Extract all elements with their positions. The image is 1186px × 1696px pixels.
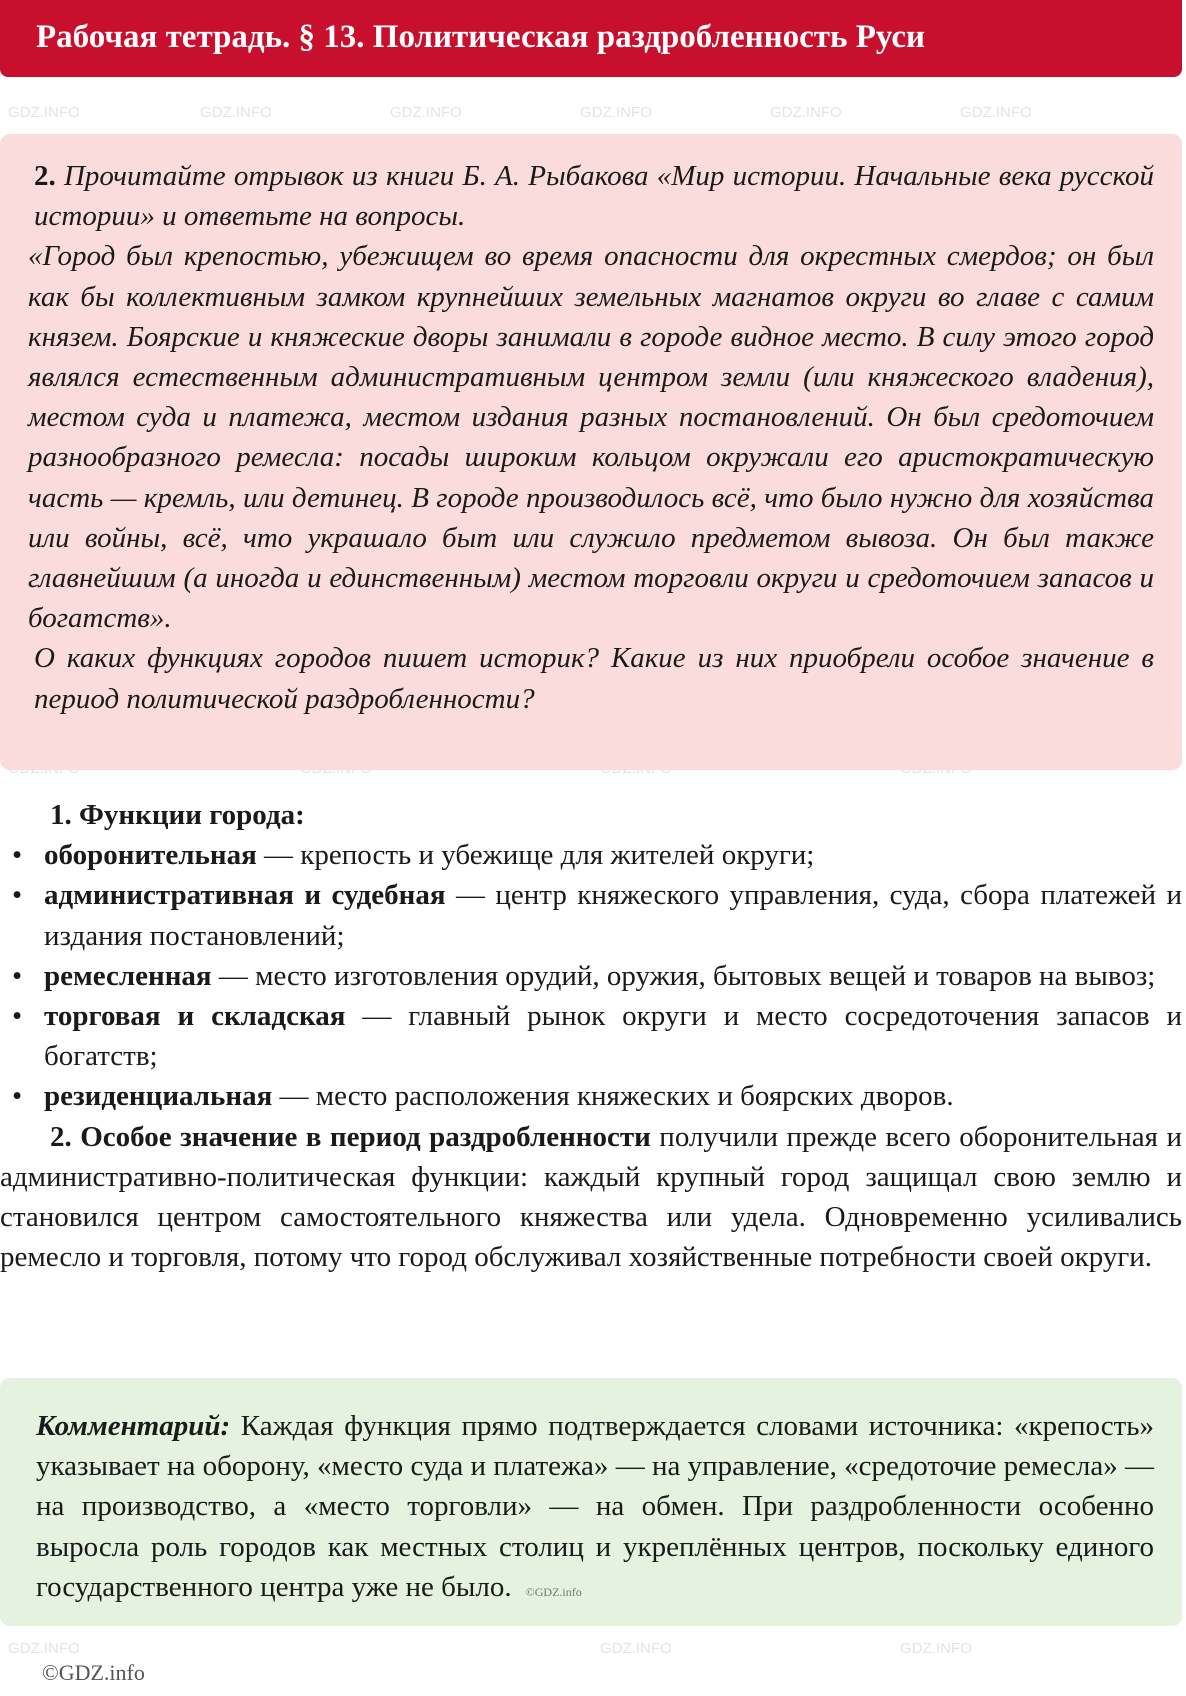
- answer-heading: 1. Функции города:: [50, 799, 305, 831]
- list-item-term: оборонительная: [44, 839, 257, 872]
- list-item: [0, 835, 1182, 875]
- list-item-text: — крепость и убежище для жителей округи;: [256, 839, 815, 872]
- list-item-text: — место изготовления орудий, оружия, бытовых вещей и товаров на вывоз;: [211, 959, 1156, 992]
- task-number: 2.: [34, 160, 56, 192]
- task-quote: «Город был крепостью, убежищем во время опасности для окрестных смердов; он был как бы коллективным замком крупнейших земельных магнатов округи во главе с самим князем. Боярские и княжеские дворы занимали в городе видное место. В силу этого город являлся естественным административным центром земли (или княжеского владения), местом суда и платежа, местом издания разных постановлений. Он был средоточием разнообразного ремесла: посады широким кольцом окружали его аристократическую часть — кремль, или детинец. В городе производилось всё, что было нужно для хозяйства или войны, всё, что украшало быт или служило предметом вывоза. Он был также главнейшим (а иногда и единственным) местом торговли округи и средоточием запасов и богатств».: [28, 240, 1154, 635]
- list-item-term: торговая и складская: [44, 1000, 346, 1033]
- list-item-text: — главный рынок округи и место сосредоточения запасов и богатств;: [44, 1000, 1182, 1073]
- watermark: GDZ.INFO: [770, 104, 842, 121]
- task-questions: О каких функциях городов пишет историк? Какие из них приобрели особое значение в период политической раздробленности?: [34, 642, 1154, 715]
- page-title: Рабочая тетрадь. § 13. Политическая раздробленность Руси: [36, 19, 926, 55]
- list-item-term: резиденциальная: [44, 1080, 273, 1113]
- list-item-term: ремесленная: [44, 959, 212, 992]
- list-item: [0, 996, 1182, 1076]
- watermark: GDZ.INFO: [900, 1640, 972, 1657]
- task-prompt-text: Прочитайте отрывок из книги Б. А. Рыбакова «Мир истории. Начальные века русской истории» и ответьте на вопросы.: [34, 160, 1154, 233]
- bullet-icon: •: [12, 959, 23, 992]
- task-box: [0, 134, 1182, 770]
- page-header: [0, 0, 1182, 77]
- task-prompt: [34, 156, 1154, 236]
- bullet-icon: •: [12, 839, 23, 872]
- watermark: GDZ.INFO: [390, 104, 462, 121]
- list-item: [0, 1076, 1182, 1116]
- answer-paragraph-2-text: получили прежде всего оборонительная и административно-политическая функции: каждый крупный город защищал свою землю и становился центром самостоятельного княжества или удела. Одновременно усиливались ремесло и торговля, потому что город обслуживал хозяйственные потребности своей округи.: [0, 1120, 1182, 1274]
- bullet-icon: •: [12, 1000, 23, 1033]
- list-item-text: — место расположения княжеских и боярских дворов.: [272, 1080, 954, 1113]
- answer-paragraph-2-lead: 2. Особое значение в период раздробленности: [50, 1120, 651, 1153]
- list-item-text: — центр княжеского управления, суда, сбора платежей и издания постановлений;: [44, 879, 1182, 952]
- comment-label: Комментарий:: [36, 1410, 231, 1442]
- answer-paragraph-2: [0, 1117, 1182, 1278]
- function-list: [0, 835, 1182, 1116]
- watermark: GDZ.INFO: [960, 104, 1032, 121]
- list-item: [0, 875, 1182, 955]
- comment-paragraph: [36, 1406, 1154, 1612]
- list-item: [0, 956, 1182, 996]
- answer-section: [0, 795, 1182, 1277]
- comment-text: Каждая функция прямо подтверждается словами источника: «крепость» указывает на оборону, «место суда и платежа» — на управление, «средоточие ремесла» — на производство, а «место торговли» — на обмен. При раздробленности особенно выросла роль городов как местных столиц и укреплённых центров, поскольку единого государственного центра уже не было.: [36, 1410, 1154, 1603]
- watermark: GDZ.INFO: [600, 1640, 672, 1657]
- watermark: GDZ.INFO: [200, 104, 272, 121]
- bullet-icon: •: [12, 1080, 23, 1113]
- footer-copyright: ©GDZ.info: [42, 1660, 145, 1685]
- watermark: GDZ.INFO: [580, 104, 652, 121]
- copyright-mark: ©GDZ.info: [525, 1584, 582, 1599]
- list-item-term: административная и судебная: [44, 879, 446, 912]
- bullet-icon: •: [12, 879, 23, 912]
- watermark: GDZ.INFO: [8, 1640, 80, 1657]
- watermark: GDZ.INFO: [8, 104, 80, 121]
- comment-box: [0, 1378, 1182, 1626]
